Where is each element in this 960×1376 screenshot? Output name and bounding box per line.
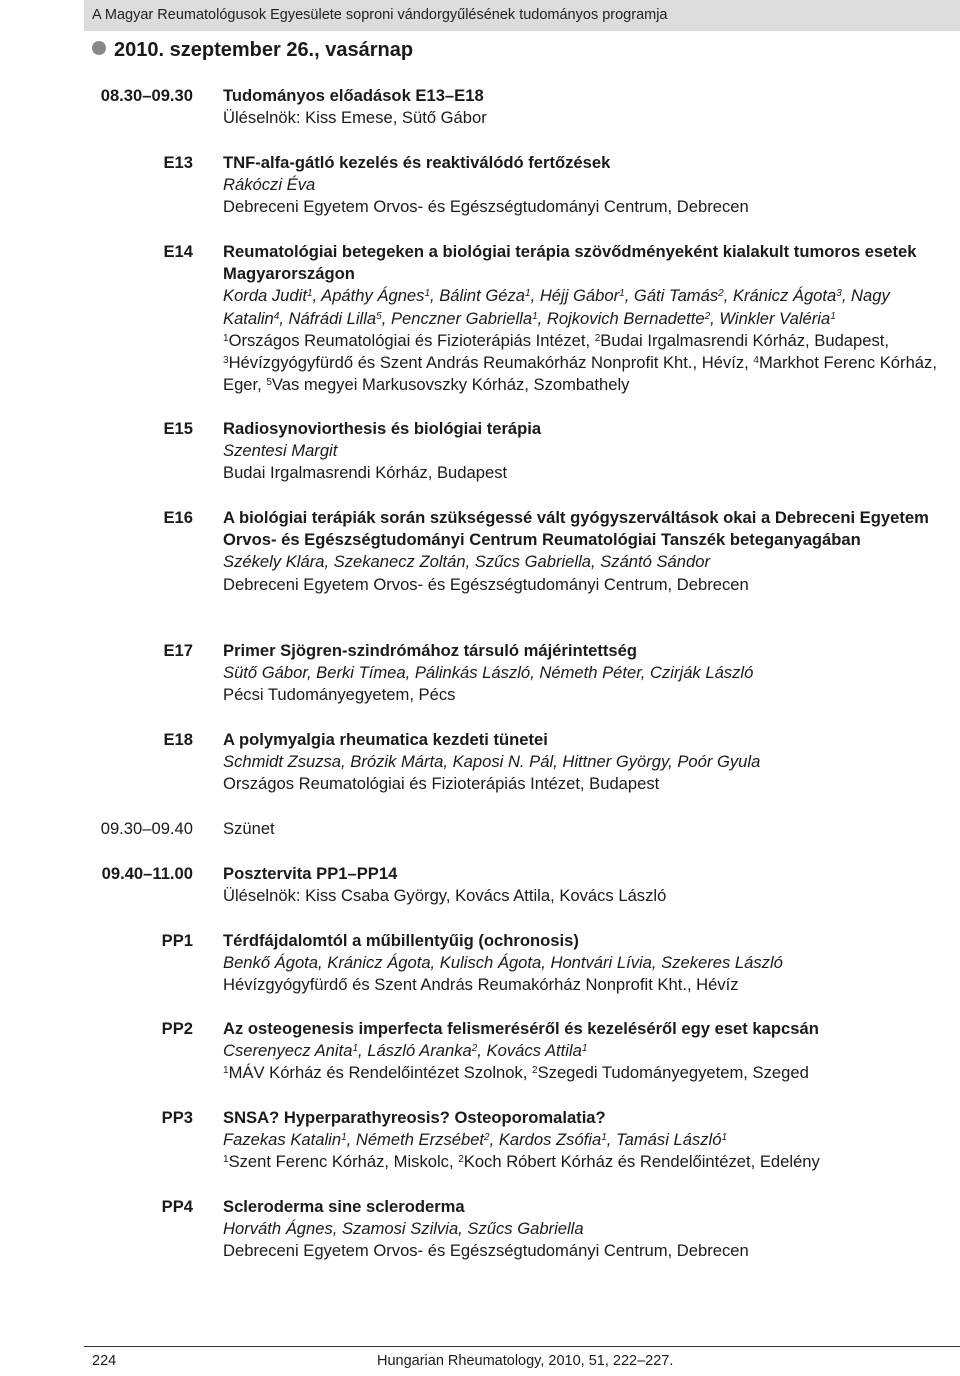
poster-affiliation: $^1$MÁV Kórház és Rendelőintézet Szolnok, $^2$Szegedi Tudományegyetem, Szeged xyxy=(223,1063,809,1083)
day-date: 2010. szeptember 26., vasárnap xyxy=(114,39,414,61)
abstract-authors: Rákóczi Éva xyxy=(223,175,316,195)
poster-authors: Cserenyecz Anita$^1$, László Aranka$^2$, Kovács Attila$^1$ xyxy=(223,1041,588,1061)
abstract-affiliation: Pécsi Tudományegyetem, Pécs xyxy=(223,685,456,705)
poster-authors: Horváth Ágnes, Szamosi Szilvia, Szűcs Gabriella xyxy=(223,1219,584,1239)
abstract-title: A biológiai terápiák során szükségessé vált gyógyszerváltások okai a Debreceni Egyetem Orvos- és Egészségtudományi Centrum Reumatológiai Tanszék beteganyagában xyxy=(223,508,929,550)
session-chairs: Üléselnök: Kiss Emese, Sütő Gábor xyxy=(223,108,487,128)
abstract-code: E16 xyxy=(163,508,193,527)
abstract-title: A polymyalgia rheumatica kezdeti tünetei xyxy=(223,730,548,749)
abstract-body xyxy=(223,152,948,219)
abstract-authors: Szentesi Margit xyxy=(223,441,338,461)
break-time: 09.30–09.40 xyxy=(100,819,193,838)
abstract-code: E14 xyxy=(163,242,193,261)
poster-body xyxy=(223,1018,948,1085)
poster-body xyxy=(223,1107,948,1174)
abstract-authors: Schmidt Zsuzsa, Brózik Márta, Kaposi N. Pál, Hittner György, Poór Gyula xyxy=(223,752,761,772)
abstract-code: E17 xyxy=(163,641,193,660)
poster-body xyxy=(223,1196,948,1263)
abstract-title: Reumatológiai betegeken a biológiai terápia szövődményeként kialakult tumoros esetek Magyarországon xyxy=(223,242,917,284)
poster-authors: Fazekas Katalin$^1$, Németh Erzsébet$^2$, Kardos Zsófia$^1$, Tamási László$^1$ xyxy=(223,1130,728,1150)
abstract-code: E15 xyxy=(163,419,193,438)
poster-title: Térdfájdalomtól a műbillentyűig (ochronosis) xyxy=(223,931,579,950)
poster-body xyxy=(223,930,948,997)
abstract-code: E18 xyxy=(163,730,193,749)
abstract-title: Primer Sjögren-szindrómához társuló májérintettség xyxy=(223,641,638,660)
session-time: 08.30–09.30 xyxy=(100,86,193,105)
session-info xyxy=(223,863,948,907)
poster-affiliation: $^1$Szent Ferenc Kórház, Miskolc, $^2$Koch Róbert Kórház és Rendelőintézet, Edelény xyxy=(223,1152,820,1172)
session-chairs: Üléselnök: Kiss Csaba György, Kovács Attila, Kovács László xyxy=(223,886,667,906)
abstract-body xyxy=(223,241,948,396)
session-title: Posztervita PP1–PP14 xyxy=(223,864,398,883)
running-header: A Magyar Reumatológusok Egyesülete soproni vándorgyűlésének tudományos programja xyxy=(92,7,668,23)
abstract-body xyxy=(223,729,948,796)
session-info xyxy=(223,85,948,129)
abstract-body xyxy=(223,507,948,596)
poster-code: PP1 xyxy=(161,931,193,950)
abstract-code: E13 xyxy=(163,153,193,172)
poster-title: Scleroderma sine scleroderma xyxy=(223,1197,465,1216)
day-heading xyxy=(92,39,413,62)
break-title: Szünet xyxy=(223,819,275,838)
poster-code: PP4 xyxy=(161,1197,193,1216)
session-time: 09.40–11.00 xyxy=(101,864,193,883)
poster-title: SNSA? Hyperparathyreosis? Osteoporomalatia? xyxy=(223,1108,606,1127)
abstract-affiliation: Budai Irgalmasrendi Kórház, Budapest xyxy=(223,463,508,483)
journal-citation: Hungarian Rheumatology, 2010, 51, 222–227. xyxy=(377,1353,674,1369)
poster-affiliation: Debreceni Egyetem Orvos- és Egészségtudományi Centrum, Debrecen xyxy=(223,1241,749,1261)
abstract-authors: Korda Judit$^1$, Apáthy Ágnes$^1$, Bálint Géza$^1$, Héjj Gábor$^1$, Gáti Tamás$^2$, Kránicz Ágota$^3$, Nagy Katalin$^4$, Náfrádi Lilla$^5$, Penczner Gabriella$^1$, Rojkovich Bernadette$^2$, Winkler Valéria$^1$ xyxy=(223,286,890,328)
abstract-authors: Sütő Gábor, Berki Tímea, Pálinkás László, Németh Péter, Czirják László xyxy=(223,663,754,683)
abstract-title: Radiosynoviorthesis és biológiai terápia xyxy=(223,419,542,438)
abstract-authors: Székely Klára, Szekanecz Zoltán, Szűcs Gabriella, Szántó Sándor xyxy=(223,552,710,572)
bullet-icon xyxy=(92,41,106,55)
footer-divider xyxy=(84,1346,960,1347)
abstract-affiliation: Országos Reumatológiai és Fizioterápiás Intézet, Budapest xyxy=(223,774,660,794)
page-number: 224 xyxy=(92,1353,117,1369)
abstract-affiliation: Debreceni Egyetem Orvos- és Egészségtudományi Centrum, Debrecen xyxy=(223,197,749,217)
poster-authors: Benkő Ágota, Kránicz Ágota, Kulisch Ágota, Hontvári Lívia, Szekeres László xyxy=(223,953,783,973)
abstract-body xyxy=(223,418,948,485)
poster-code: PP3 xyxy=(161,1108,193,1127)
abstract-affiliation: Debreceni Egyetem Orvos- és Egészségtudományi Centrum, Debrecen xyxy=(223,574,749,594)
session-title: Tudományos előadások E13–E18 xyxy=(223,86,484,105)
abstract-affiliation: $^1$Országos Reumatológiai és Fizioterápiás Intézet, $^2$Budai Irgalmasrendi Kórház, Budapest, $^3$Hévízgyógyfürdő és Szent András Reumakórház Nonprofit Kht., Hévíz, $^4$Markhot Ferenc Kórház, Eger, $^5$Vas megyei Markusovszky Kórház, Szombathely xyxy=(223,330,937,395)
abstract-title: TNF-alfa-gátló kezelés és reaktiválódó fertőzések xyxy=(223,153,611,172)
poster-title: Az osteogenesis imperfecta felismeréséről és kezeléséről egy eset kapcsán xyxy=(223,1019,819,1038)
poster-affiliation: Hévízgyógyfürdő és Szent András Reumakórház Nonprofit Kht., Hévíz xyxy=(223,975,739,995)
poster-code: PP2 xyxy=(161,1019,193,1038)
abstract-body xyxy=(223,640,948,707)
